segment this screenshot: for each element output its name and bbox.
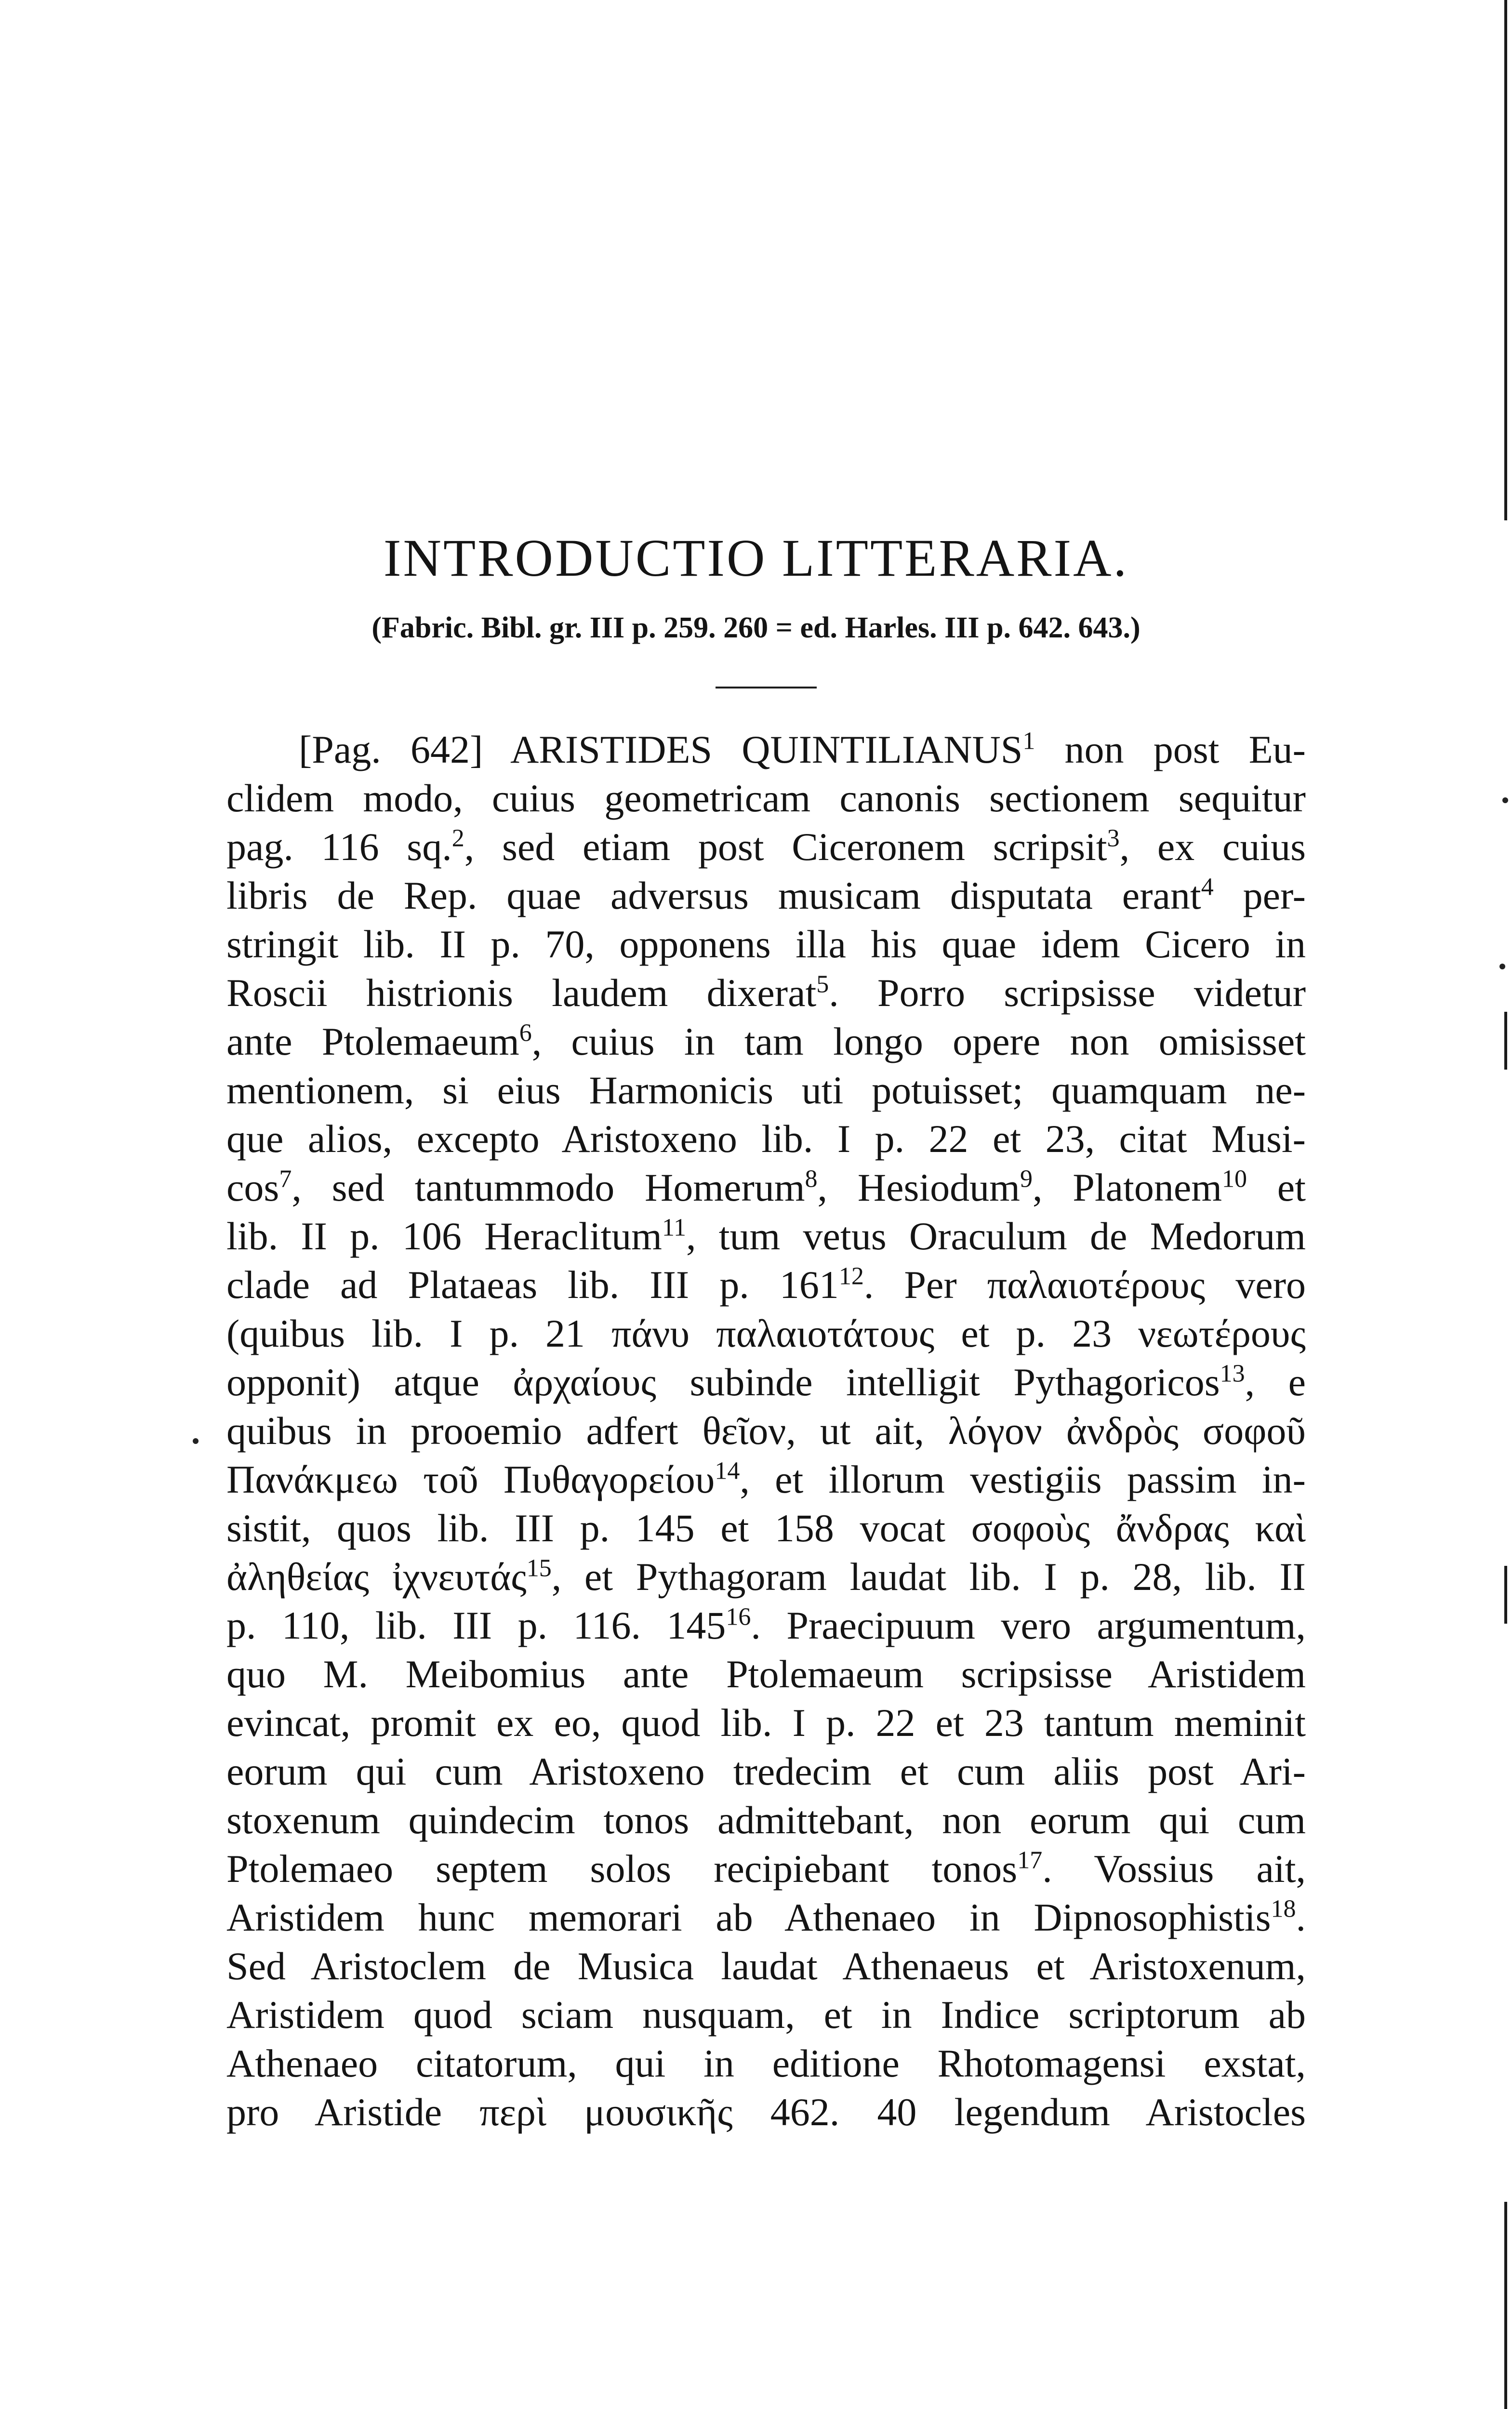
text-line: que alios, excepto Aristoxeno lib. I p. 22 et 23, citat Musi-: [226, 1117, 1306, 1161]
text-line: clade ad Plataeas lib. III p. $161^{12}$. Per παλαιοτέρους vero: [226, 1262, 1306, 1307]
page-edge-mark: [1504, 0, 1507, 520]
text-line: mentionem, si eius Harmonicis uti potuisset; quamquam ne-: [226, 1068, 1306, 1112]
text-line: Roscii histrionis laudem dixerat$^5$. Porro scripsisse videtur: [226, 970, 1306, 1015]
text-line: libris de Rep. quae adversus musicam disputata erant$^4$ per-: [226, 873, 1306, 917]
text-line: eorum qui cum Aristoxeno tredecim et cum aliis post Ari-: [226, 1749, 1306, 1793]
text-line: stringit lib. II p. 70, opponens illa his quae idem Cicero in: [226, 922, 1306, 966]
text-line: stoxenum quindecim tonos admittebant, non eorum qui cum: [226, 1798, 1306, 1842]
text-line: Aristidem hunc memorari ab Athenaeo in Dipnosophistis$^{18}$.: [226, 1895, 1306, 1939]
text-line: sistit, quos lib. III p. 145 et 158 vocat σοφοὺς ἄνδρας καὶ: [226, 1506, 1306, 1550]
scan-speck: [1499, 964, 1505, 969]
text-line: lib. II p. 106 Heraclitum$^{11}$, tum vetus Oraculum de Medorum: [226, 1214, 1306, 1258]
text-line: (quibus lib. I p. 21 πάνυ παλαιοτάτους et p. 23 νεωτέρους: [226, 1311, 1306, 1355]
text-line: Sed Aristoclem de Musica laudat Athenaeus et Aristoxenum,: [226, 1944, 1306, 1988]
page-edge-mark: [1504, 1012, 1507, 1070]
text-line: quo M. Meibomius ante Ptolemaeum scripsisse Aristidem: [226, 1652, 1306, 1696]
page-title: INTRODUCTIO LITTERARIA.: [383, 529, 1129, 587]
text-line: Ptolemaeo septem solos recipiebant tonos$^{17}$. Vossius ait,: [226, 1846, 1306, 1891]
scan-speck: [193, 1438, 199, 1444]
text-line: [Pag. 642] ARISTIDES QUINTILIANUS$^1$ non post Eu-: [299, 727, 1306, 771]
page-reference: (Fabric. Bibl. gr. III p. 259. 260 = ed. Harles. III p. 642. 643.): [371, 611, 1141, 644]
text-line: ἀληθείας ἰχνευτάς$^{15}$, et Pythagoram laudat lib. I p. 28, lib. II: [226, 1554, 1306, 1599]
scan-speck: [1502, 797, 1508, 803]
text-line: $\cos^7$, sed tantummodo Homerum$^8$, Hesiodum$^9$, Platonem$^{10}$ et: [226, 1165, 1306, 1209]
text-line: opponit) atque ἀρχαίους subinde intelligit Pythagoricos$^{13}$, e: [226, 1360, 1306, 1404]
text-line: clidem modo, cuius geometricam canonis sectionem sequitur: [226, 776, 1306, 820]
page-edge-mark: [1504, 2202, 1507, 2409]
text-line: pro Aristide περὶ μουσικῆς 462. 40 legendum Aristocles: [226, 2090, 1306, 2134]
text-line: Athenaeo citatorum, qui in editione Rhotomagensi exstat,: [226, 2041, 1306, 2085]
text-line: p. 110, lib. III p. 116. $145^{16}$. Praecipuum vero argumentum,: [226, 1603, 1306, 1647]
text-line: evincat, promit ex eo, quod lib. I p. 22 et 23 tantum meminit: [226, 1701, 1306, 1745]
text-line: ante Ptolemaeum$^6$, cuius in tam longo opere non omisisset: [226, 1019, 1306, 1063]
text-line: quibus in prooemio adfert θεῖον, ut ait, λόγον ἀνδρὸς σοφοῦ: [226, 1409, 1306, 1453]
title-rule: [716, 687, 817, 688]
page-edge-mark: [1504, 1566, 1507, 1624]
body-text: [226, 725, 1306, 2136]
text-line: Πανάκμεω τοῦ Πυθαγορείου$^{14}$, et illorum vestigiis passim in-: [226, 1457, 1306, 1501]
text-line: pag. 116 sq.$^2$, sed etiam post Ciceronem scripsit$^3$, ex cuius: [226, 824, 1306, 869]
text-line: Aristidem quod sciam nusquam, et in Indice scriptorum ab: [226, 1993, 1306, 2037]
